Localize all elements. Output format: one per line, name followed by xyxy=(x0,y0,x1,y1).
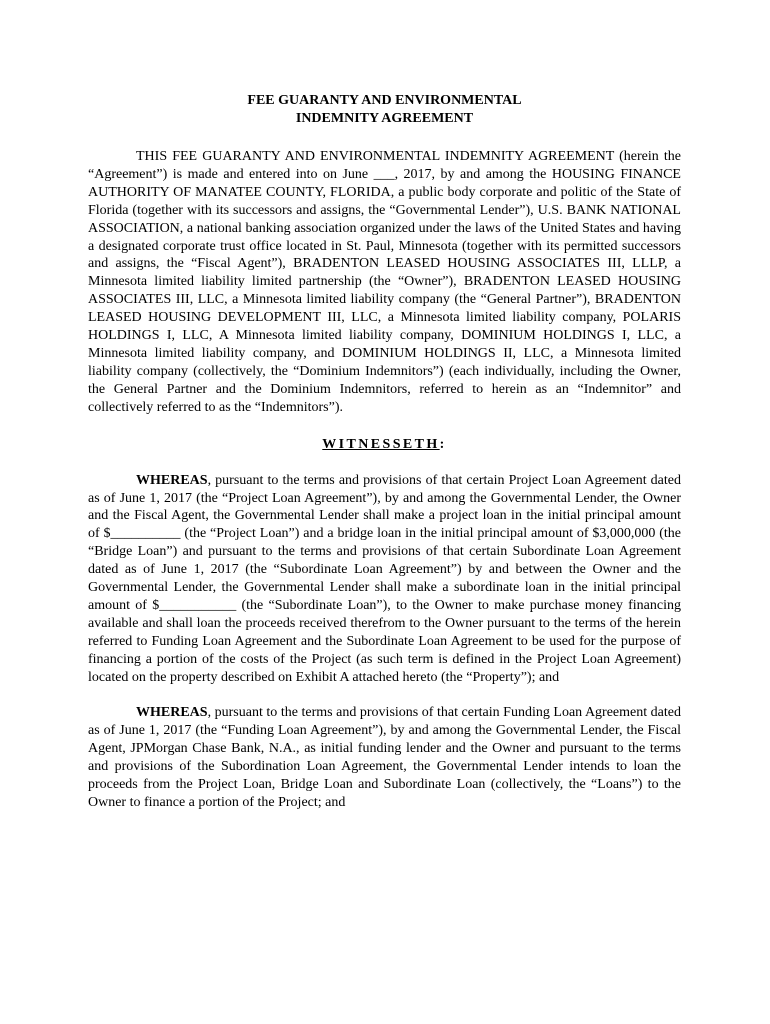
whereas-text-2: , pursuant to the terms and provisions of that certain Funding Loan Agreement dated as of June 1, 2017 (the “Funding Loan Agreement”), by and among the Governmental Lender, the Fiscal Agent, JPMorgan Chase Bank, N.A., as initial funding lender and the Owner and pursuant to the terms and provisions of the Subordination Loan Agreement, the Governmental Lender intends to loan the proceeds from the Project Loan, Bridge Loan and Subordinate Loan (collectively, the “Loans”) to the Owner to finance a portion of the Project; and xyxy=(88,705,681,810)
witnesseth-text: WITNESSETH xyxy=(322,436,440,452)
title-line-1: FEE GUARANTY AND ENVIRONMENTAL xyxy=(247,93,522,108)
witnesseth-heading xyxy=(88,436,681,454)
document-page xyxy=(88,92,681,812)
intro-paragraph: THIS FEE GUARANTY AND ENVIRONMENTAL INDEMNITY AGREEMENT (herein the “Agreement”) is made and entered into on June ___, 2017, by and among the HOUSING FINANCE AUTHORITY OF MANATEE COUNTY, FLORIDA, a public body corporate and politic of the State of Florida (together with its successors and assigns, the “Governmental Lender”), U.S. BANK NATIONAL ASSOCIATION, a national banking association organized under the laws of the United States and having a designated corporate trust office located in St. Paul, Minnesota (together with its permitted successors and assigns, the “Fiscal Agent”), BRADENTON LEASED HOUSING ASSOCIATES III, LLLP, a Minnesota limited liability limited partnership (the “Owner”), BRADENTON LEASED HOUSING ASSOCIATES III, LLC, a Minnesota limited liability company (the “General Partner”), BRADENTON LEASED HOUSING DEVELOPMENT III, LLC, a Minnesota limited liability company, POLARIS HOLDINGS I, LLC, A Minnesota limited liability company, DOMINIUM HOLDINGS I, LLC, a Minnesota limited liability company, and DOMINIUM HOLDINGS II, LLC, a Minnesota limited liability company (collectively, the “Dominium Indemnitors”) (each individually, including the Owner, the General Partner and the Dominium Indemnitors, referred to herein as an “Indemnitor” and collectively referred to as the “Indemnitors”). xyxy=(88,149,681,415)
whereas-paragraph-2 xyxy=(88,704,681,811)
whereas-text-1: , pursuant to the terms and provisions of that certain Project Loan Agreement dated as of June 1, 2017 (the “Project Loan Agreement”), by and among the Governmental Lender, the Owner and the Fiscal Agent, the Governmental Lender shall make a project loan in the initial principal amount of $__________ (the “Project Loan”) and a bridge loan in the initial principal amount of $3,000,000 (the “Bridge Loan”) and pursuant to the terms and provisions of that certain Subordinate Loan Agreement dated as of June 1, 2017 (the “Subordinate Loan Agreement”) by and between the Owner and the Governmental Lender, the Governmental Lender shall make a subordinate loan in the initial principal amount of $___________ (the “Subordinate Loan”), to the Owner to make purchase money financing available and shall loan the proceeds received therefrom to the Owner pursuant to the terms of the herein referred to Funding Loan Agreement and the Subordinate Loan Agreement to be used for the purpose of financing a portion of the costs of the Project (as such term is defined in the Project Loan Agreement) located on the property described on Exhibit A attached hereto (the “Property”); and xyxy=(88,472,681,685)
witnesseth-colon: : xyxy=(439,436,447,452)
title-line-2: INDEMNITY AGREEMENT xyxy=(295,111,474,126)
document-title xyxy=(88,92,681,128)
whereas-label-2: WHEREAS xyxy=(136,705,208,721)
whereas-paragraph-1 xyxy=(88,472,681,687)
whereas-label-1: WHEREAS xyxy=(136,472,208,488)
